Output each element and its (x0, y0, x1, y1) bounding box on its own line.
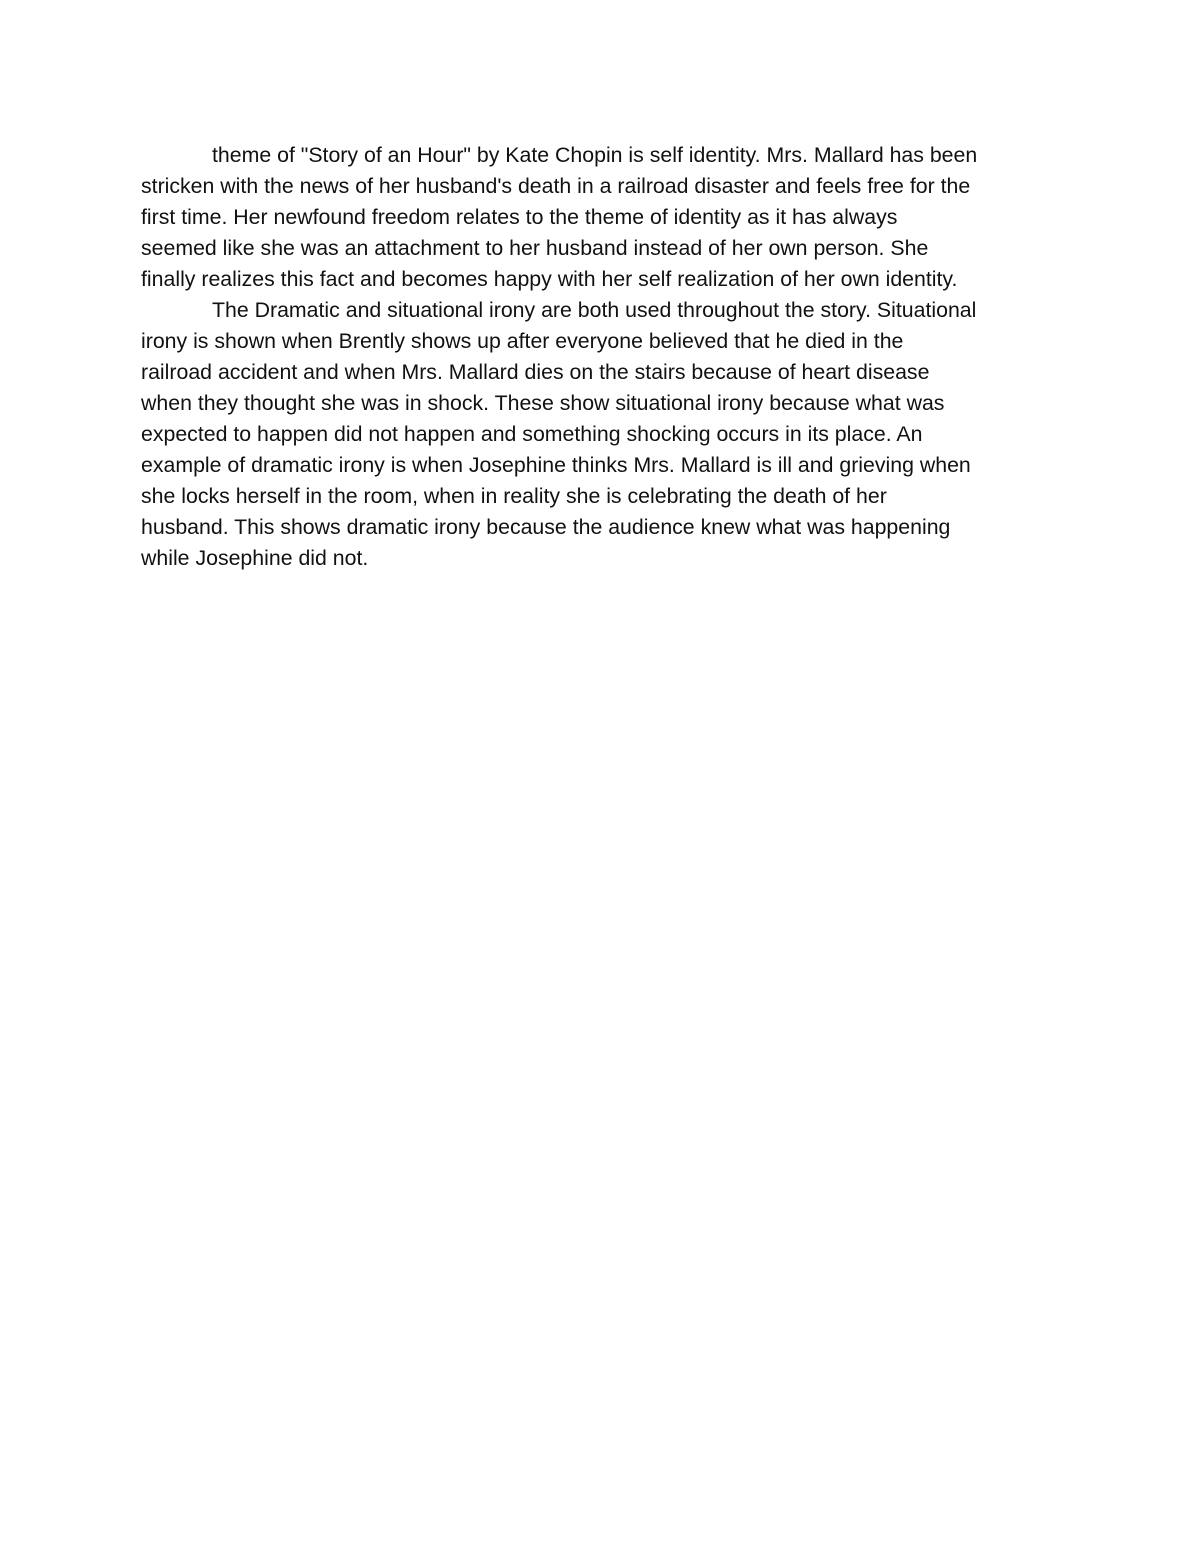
text-line: first time. Her newfound freedom relates to the theme of identity as it has always (141, 205, 898, 229)
text-line: finally realizes this fact and becomes happy with her self realization of her own identity. (141, 267, 958, 291)
text-line: expected to happen did not happen and something shocking occurs in its place. An (141, 422, 923, 446)
text-line: while Josephine did not. (141, 546, 369, 570)
text-line: she locks herself in the room, when in reality she is celebrating the death of her (141, 484, 887, 508)
text-line: irony is shown when Brently shows up after everyone believed that he died in the (141, 329, 904, 353)
document-body (141, 140, 1071, 574)
text-line: stricken with the news of her husband's death in a railroad disaster and feels free for the (141, 174, 971, 198)
text-line: railroad accident and when Mrs. Mallard dies on the stairs because of heart disease (141, 360, 930, 384)
text-line: example of dramatic irony is when Josephine thinks Mrs. Mallard is ill and grieving when (141, 453, 971, 477)
text-line: seemed like she was an attachment to her husband instead of her own person. She (141, 236, 929, 260)
text-line: The Dramatic and situational irony are both used throughout the story. Situational (212, 298, 977, 322)
text-line: husband. This shows dramatic irony because the audience knew what was happening (141, 515, 951, 539)
paragraph-theme (141, 140, 1071, 295)
paragraph-irony (141, 295, 1071, 574)
text-line: theme of "Story of an Hour" by Kate Chopin is self identity. Mrs. Mallard has been (212, 143, 978, 167)
text-line: when they thought she was in shock. These show situational irony because what was (141, 391, 945, 415)
